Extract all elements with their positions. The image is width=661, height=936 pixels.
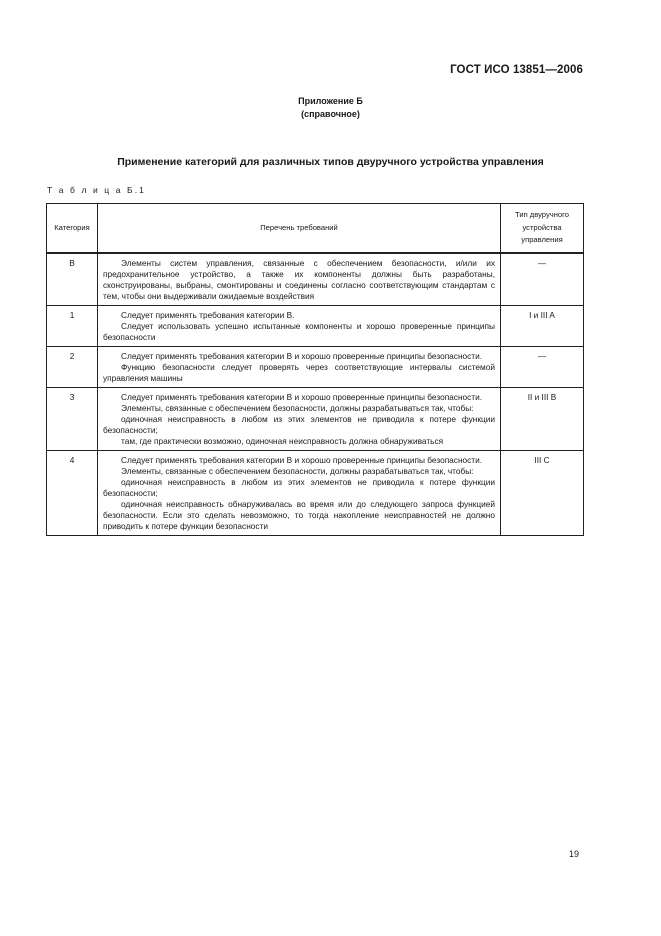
category-cell: В xyxy=(47,253,98,306)
device-type-cell: III C xyxy=(501,451,584,536)
requirements-table xyxy=(46,203,584,536)
table-body xyxy=(47,253,584,536)
appendix-title: Приложение Б xyxy=(298,96,363,106)
header-device-type: Тип двуручного устройства управления xyxy=(501,204,584,254)
appendix-subtitle: (справочное) xyxy=(301,109,360,119)
requirement-paragraph: Следует применять требования категории В. xyxy=(121,310,295,320)
requirements-cell xyxy=(98,253,501,306)
requirements-cell xyxy=(98,451,501,536)
requirement-paragraph: Функцию безопасности следует проверять через соответствующие интервалы системой управления машины xyxy=(103,362,495,383)
requirement-paragraph: Следует применять требования категории В и хорошо проверенные принципы безопасности. xyxy=(121,455,483,465)
requirement-paragraph: там, где практически возможно, одиночная неисправность должна обнаруживаться xyxy=(121,436,444,446)
table-caption: Т а б л и ц а Б.1 xyxy=(47,185,146,195)
appendix-heading xyxy=(0,95,661,121)
requirement-paragraph: одиночная неисправность в любом из этих элементов не приводила к потере функции безопасности; xyxy=(103,414,495,435)
requirement-paragraph: Элементы, связанные с обеспечением безопасности, должны разрабатываться так, чтобы: xyxy=(121,466,474,476)
requirements-cell xyxy=(98,306,501,347)
requirement-paragraph: Следует применять требования категории В и хорошо проверенные принципы безопасности. xyxy=(121,351,483,361)
category-cell: 4 xyxy=(47,451,98,536)
standard-code: ГОСТ ИСО 13851—2006 xyxy=(450,64,583,76)
table-header-row xyxy=(47,204,584,254)
device-type-cell: — xyxy=(501,347,584,388)
requirements-cell xyxy=(98,388,501,451)
table-row xyxy=(47,253,584,306)
device-type-cell: I и III A xyxy=(501,306,584,347)
header-requirements: Перечень требований xyxy=(98,204,501,254)
table-row xyxy=(47,388,584,451)
requirement-paragraph: Элементы, связанные с обеспечением безопасности, должны разрабатываться так, чтобы: xyxy=(121,403,474,413)
requirement-paragraph: Следует использовать успешно испытанные компоненты и хорошо проверенные принципы безопасности xyxy=(103,321,495,342)
document-title: Применение категорий для различных типов двуручного устройства управления xyxy=(117,156,544,168)
requirement-paragraph: Следует применять требования категории В и хорошо проверенные принципы безопасности. xyxy=(121,392,483,402)
table-row xyxy=(47,451,584,536)
category-cell: 2 xyxy=(47,347,98,388)
requirement-paragraph: одиночная неисправность в любом из этих элементов не приводила к потере функции безопасности; xyxy=(103,477,495,498)
table-row xyxy=(47,306,584,347)
device-type-cell: II и III B xyxy=(501,388,584,451)
requirements-cell xyxy=(98,347,501,388)
table-row xyxy=(47,347,584,388)
header-category: Категория xyxy=(47,204,98,254)
requirement-paragraph: одиночная неисправность обнаруживалась во время или до следующего запроса функцией безопасности. Если это сделать невозможно, то тогда накопление неисправностей не должно приводить к потере функции безопасности xyxy=(103,499,495,531)
category-cell: 3 xyxy=(47,388,98,451)
device-type-cell: — xyxy=(501,253,584,306)
page-number: 19 xyxy=(568,849,579,859)
category-cell: 1 xyxy=(47,306,98,347)
requirement-paragraph: Элементы систем управления, связанные с обеспечением безопасности, и/или их предохранительное устройство, а также их компоненты должны быть разработаны, сконструированы, выбраны, смонтированы и соединены согласно соответствующим стандартам с тем, чтобы они выдерживали ожидаемые воздействия xyxy=(103,258,495,301)
